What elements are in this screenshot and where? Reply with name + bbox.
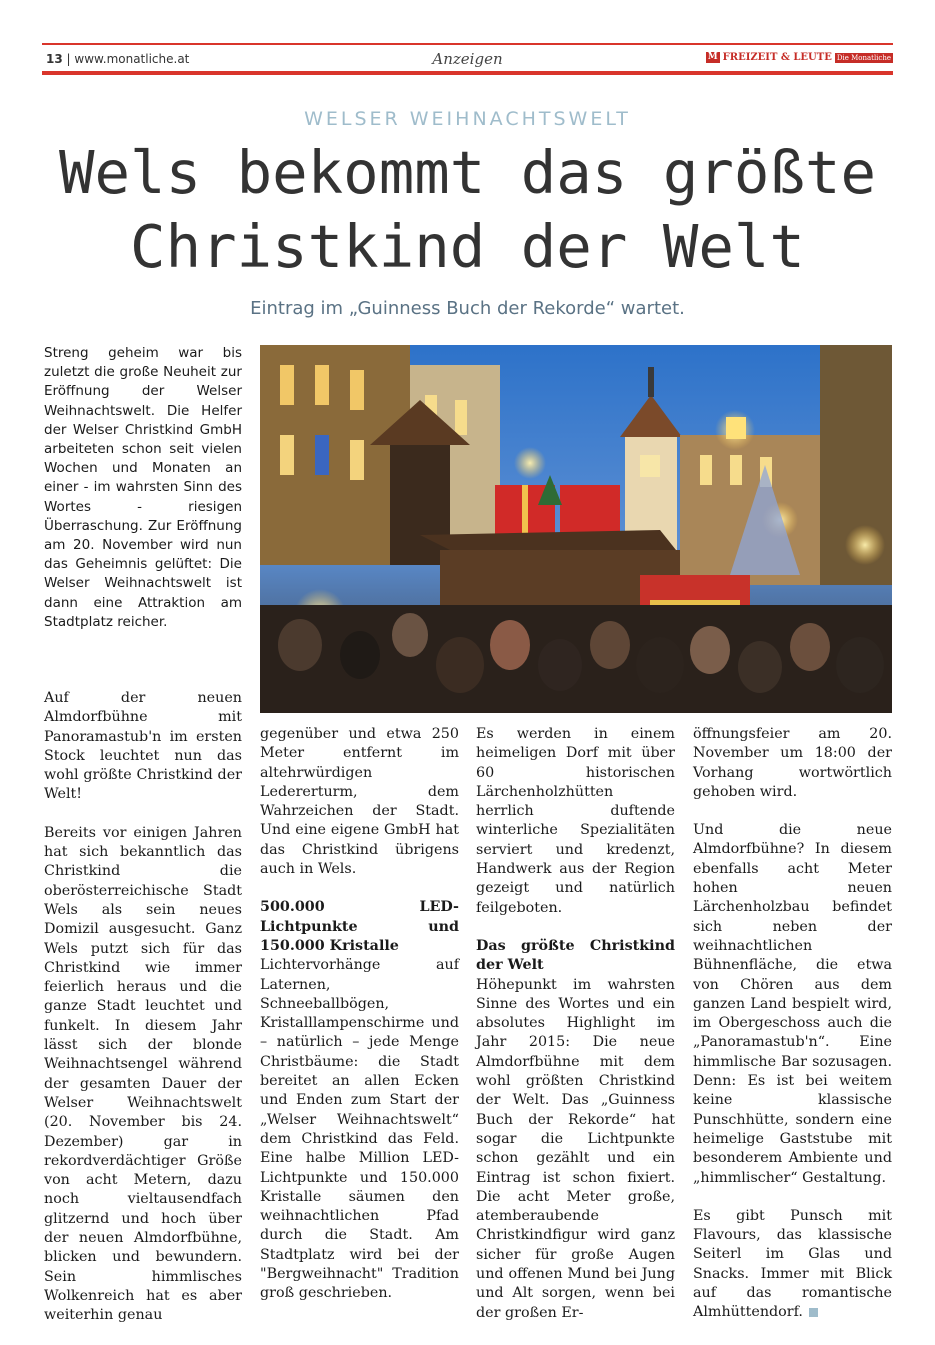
paragraph: Und die neue Almdorfbühne? In diesem ebenfalls acht Meter hohen neuen Lärchenholzbau befindet sich neben der weihnachtlichen Bühnenfläche, die etwa von Chören aus dem ganzen Land bespielt wird, im Obergeschoss auch die „Panoramastub'n“. Eine himmlische Bar sozusagen. Denn: Es ist bei weitem keine klassische Punschhütte, sondern eine heimelige Gaststube mit besonderem Ambiente und „himmlischer“ Gestaltung. xyxy=(693,822,892,1186)
page-number: 13 xyxy=(46,52,63,66)
brand-section-name: FREIZEIT & LEUTE xyxy=(722,52,832,63)
header-top-rule xyxy=(42,43,893,45)
brand-tag: Die Monatliche xyxy=(836,53,891,62)
brand-logo xyxy=(706,52,893,63)
paragraph: öffnungsfeier am 20. November um 18:00 der Vorhang wortwörtlich gehoben wird. xyxy=(693,726,892,800)
subheading: 500.000 LED-Lichtpunkte und 150.000 Kristalle xyxy=(260,899,459,954)
paragraph: Lichtervorhänge auf Laternen, Schneeballbögen, Kristalllampenschirme und – natürlich – jede Menge Christbäume: die Stadt bereitet an allen Ecken und Enden zum Start der „Welser Weihnachtswelt“ dem Christkind das Feld. Eine halbe Million LED-Lichtpunkte und 150.000 Kristalle säumen den weihnachtlichen Pfad durch die Stadt. Am Stadtplatz wird bei der "Bergweihnacht" Tradition groß geschrieben. xyxy=(260,957,459,1302)
section-label: Anzeigen xyxy=(432,50,503,68)
paragraph: Bereits vor einigen Jahren hat sich bekanntlich das Christkind die oberösterreichische Stadt Wels als sein neues Domizil ausgesucht. Ganz Wels putzt sich für das Christkind wie immer feierlich heraus und die ganze Stadt leuchtet und funkelt. In diesem Jahr lässt sich der blonde Weihnachtsengel während der gesamten Dauer der Welser Weihnachtswelt (20. November bis 24. Dezember) gar in rekordverdächtiger Größe von acht Metern, dazu noch vieltausendfach glitzernd und hoch über der neuen Almdorfbühne, blicken und bewundern. Sein himmlisches Wolkenreich hat es aber weiterhin genau xyxy=(44,824,242,1324)
paragraph: Höhepunkt im wahrsten Sinne des Wortes und ein absolutes Highlight im Jahr 2015: Die neue Almdorfbühne mit dem wohl größten Christkind der Welt. Das „Guinness Buch der Rekorde“ hat sogar die Lichtpunkte schon gezählt und ein Eintrag ist schon fixiert. Die acht Meter große, atemberaubende Christkindfigur wird ganz sicher für große Augen und offenen Mund bei Jung und Alt sorgen, wenn bei der großen Er- xyxy=(476,976,675,1321)
article-column-1 xyxy=(44,689,242,1345)
paragraph: gegenüber und etwa 250 Meter entfernt im altehrwürdigen Ledererturm, dem Wahrzeichen der Stadt. Und eine eigene GmbH hat das Christkind übrigens auch in Wels. xyxy=(260,726,459,878)
article-kicker: WELSER WEIHNACHTSWELT xyxy=(304,108,631,130)
paragraph-final xyxy=(693,1207,892,1323)
paragraph: Auf der neuen Almdorfbühne mit Panoramastub'n im ersten Stock leuchtet nun das wohl größte Christkind der Welt! xyxy=(44,690,242,803)
headline-line-2: Christkind der Welt xyxy=(130,212,805,281)
website-link[interactable]: www.monatliche.at xyxy=(74,52,190,66)
page-header xyxy=(42,48,893,70)
article-column-2 xyxy=(260,725,459,1323)
article-headline xyxy=(0,136,935,284)
paragraph-final-text: Es gibt Punsch mit Flavours, das klassische Seiterl im Glas und Snacks. Immer mit Blick auf das romantische Almhüttendorf. xyxy=(693,1207,892,1321)
header-separator: | xyxy=(66,52,71,66)
christmas-market-photo xyxy=(260,345,892,713)
article-column-3 xyxy=(476,725,675,1342)
headline-line-1: Wels bekommt das größte xyxy=(59,138,876,207)
brand-m-icon: M xyxy=(707,52,718,62)
article-subhead: Eintrag im „Guinness Buch der Rekorde“ wartet. xyxy=(250,298,685,319)
article-lead: Streng geheim war bis zuletzt die große Neuheit zur Eröffnung der Welser Weihnachtswelt. Die Helfer der Welser Christkind GmbH arbeiteten schon seit vielen Wochen und Monaten an einer - im wahrsten Sinn des Wortes - riesigen Überraschung. Zur Eröffnung am 20. November wird nun das Geheimnis gelüftet: Die Welser Weihnachtswelt ist dann eine Attraktion am Stadtplatz reicher. xyxy=(44,345,242,630)
paragraph: Es werden in einem heimeligen Dorf mit über 60 historischen Lärchenholzhütten herrlich duftende winterliche Spezialitäten serviert und kredenzt, Handwerk aus der Region gezeigt und natürlich feilgeboten. xyxy=(476,726,675,916)
end-mark-icon xyxy=(809,1308,818,1317)
header-bottom-rule xyxy=(42,71,893,75)
subheading: Das größte Christkind der Welt xyxy=(476,937,675,974)
article-column-4 xyxy=(693,725,892,1323)
